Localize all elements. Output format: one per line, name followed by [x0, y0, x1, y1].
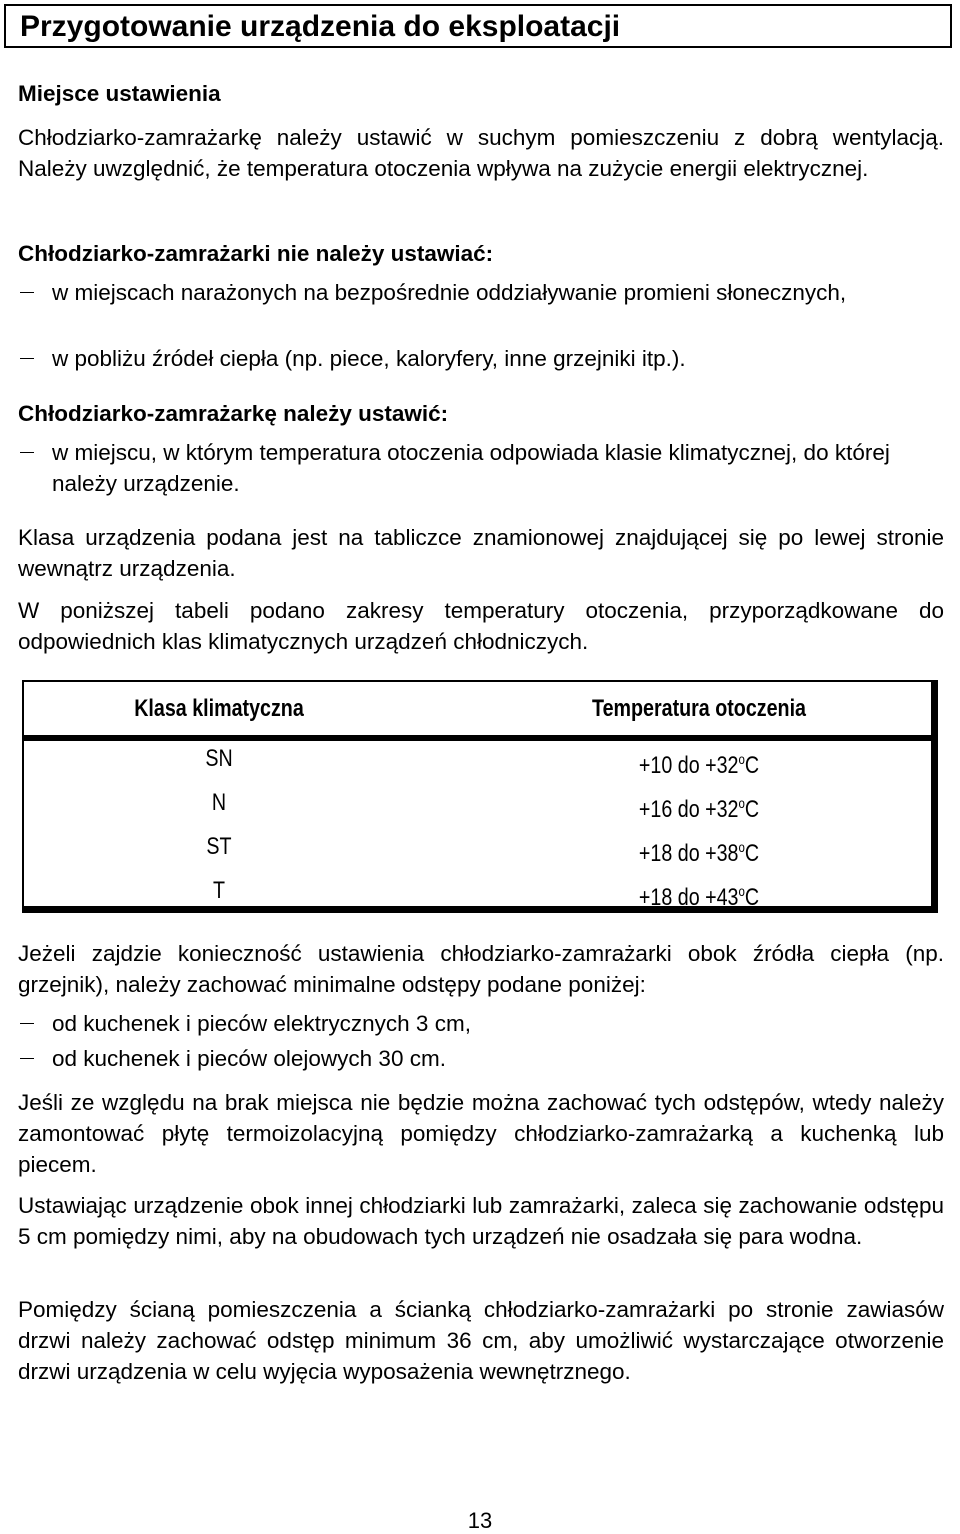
table-cell-class: ST — [206, 833, 232, 860]
section-heading: Miejsce ustawienia — [18, 81, 221, 106]
climate-class-table — [22, 680, 938, 913]
not-place-heading: Chłodziarko-zamrażarki nie należy ustawiać: — [18, 241, 494, 266]
list-item — [18, 1008, 944, 1039]
list-item — [18, 437, 944, 499]
list-item-text: od kuchenek i pieców olejowych 30 cm. — [52, 1046, 446, 1071]
list-item — [18, 1043, 944, 1074]
wall-distance-paragraph: Pomiędzy ścianą pomieszczenia a ścianką chłodziarko-zamrażarki po stronie zawiasów drzwi należy zachować odstęp minimum 36 cm, aby umożliwić wystarczające otworzenie drzwi urządzenia w celu wyjęcia wyposażenia wewnętrznego. — [18, 1297, 944, 1384]
other-fridge-paragraph: Ustawiając urządzenie obok innej chłodziarki lub zamrażarki, zaleca się zachowanie odstępu 5 cm pomiędzy nimi, aby na obudowach tych urządzeń nie osadzała się para wodna. — [18, 1193, 944, 1249]
list-item-text: w miejscach narażonych na bezpośrednie oddziaływanie promieni słonecznych, — [52, 280, 847, 305]
table-cell-range: +10 do $+32^oC$ — [638, 751, 760, 779]
heat-source-paragraph: Jeżeli zajdzie konieczność ustawienia chłodziarko-zamrażarki obok źródła ciepła (np. grzejnik), należy zachować minimalne odstępy podane poniżej: — [18, 941, 944, 997]
page-title: Przygotowanie urządzenia do eksploatacji — [20, 10, 621, 43]
list-item — [18, 343, 944, 374]
intro-paragraph: Chłodziarko-zamrażarkę należy ustawić w suchym pomieszczeniu z dobrą wentylacją. Należy uwzględnić, że temperatura otoczenia wpływa na zużycie energii elektrycznej. — [18, 125, 944, 181]
list-item-text: od kuchenek i pieców elektrycznych 3 cm, — [52, 1011, 471, 1036]
table-cell-class: N — [211, 789, 227, 816]
list-item-text: w pobliżu źródeł ciepła (np. piece, kaloryfery, inne grzejniki itp.). — [52, 346, 686, 371]
table-cell-class: SN — [205, 745, 233, 772]
header-shadow — [24, 737, 931, 741]
table-cell-range: +18 do $+43^oC$ — [638, 883, 760, 911]
place-heading: Chłodziarko-zamrażarkę należy ustawić: — [18, 401, 449, 426]
table-header-class: Klasa klimatyczna — [134, 695, 304, 722]
insulation-paragraph: Jeśli ze względu na brak miejsca nie będzie można zachować tych odstępów, wtedy należy zamontować płytę termoizolacyjną pomiędzy chłodziarko-zamrażarką a kuchenką lub piecem. — [18, 1090, 944, 1177]
table-header-temperature: Temperatura otoczenia — [592, 695, 806, 722]
table-cell-range: +18 do $+38^oC$ — [638, 839, 760, 867]
page-title-box — [4, 4, 952, 48]
class-info-paragraph: Klasa urządzenia podana jest na tabliczce znamionowej znajdującej się po lewej stronie wewnątrz urządzenia. — [18, 525, 944, 581]
table-cell-range: +16 do $+32^oC$ — [638, 795, 760, 823]
table-info-paragraph: W poniższej tabeli podano zakresy temperatury otoczenia, przyporządkowane do odpowiednich klas klimatycznych urządzeń chłodniczych. — [18, 598, 944, 654]
list-item — [18, 277, 944, 308]
table-cell-class: T — [212, 877, 226, 904]
page-number: 13 — [467, 1508, 493, 1533]
list-item-text: w miejscu, w którym temperatura otoczenia odpowiada klasie klimatycznej, do której należy urządzenie. — [52, 440, 890, 496]
